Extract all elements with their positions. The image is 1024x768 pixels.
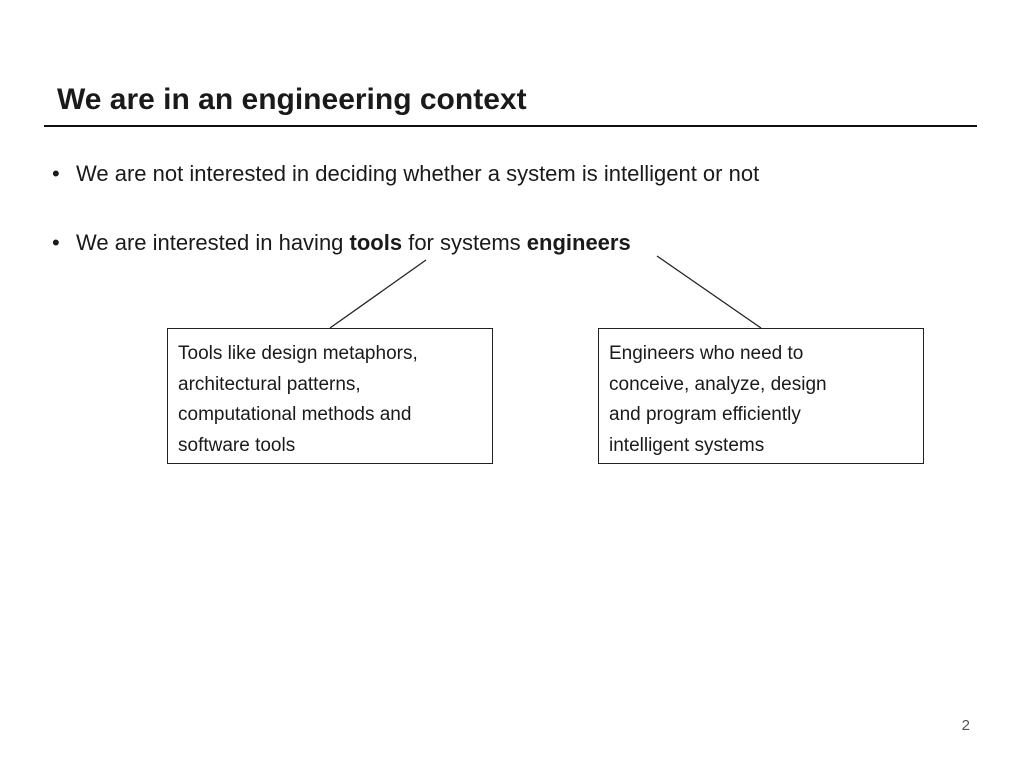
bullet-text: We are not interested in deciding whether a system is intelligent or not [76,161,760,186]
bullet-item-interested [52,229,631,257]
callout-box-tools [167,328,493,464]
callout-box-engineers [598,328,924,464]
slide-title: We are in an engineering context [57,83,527,116]
bullet-text-part: for systems [402,230,527,255]
callout-line: Engineers who need to [609,343,804,364]
bullet-marker: • [52,161,60,186]
page-number: 2 [961,717,970,734]
keyword-engineers: engineers [526,230,631,255]
connector-tools [330,260,426,328]
callout-line: computational methods and [178,404,412,425]
bullet-marker: • [52,230,60,255]
title-underline [44,125,977,127]
callout-line: intelligent systems [609,434,765,456]
connector-engineers [657,256,761,328]
callout-line: architectural patterns, [178,373,361,395]
callout-line: software tools [178,434,296,456]
bullet-text-part: We are interested in having [76,230,350,255]
bullet-item-not-interested [52,160,759,188]
callout-line: Tools like design metaphors, [178,343,418,364]
callout-line: and program efficiently [609,404,801,425]
keyword-tools: tools [349,230,403,255]
callout-line: conceive, analyze, design [609,373,827,395]
